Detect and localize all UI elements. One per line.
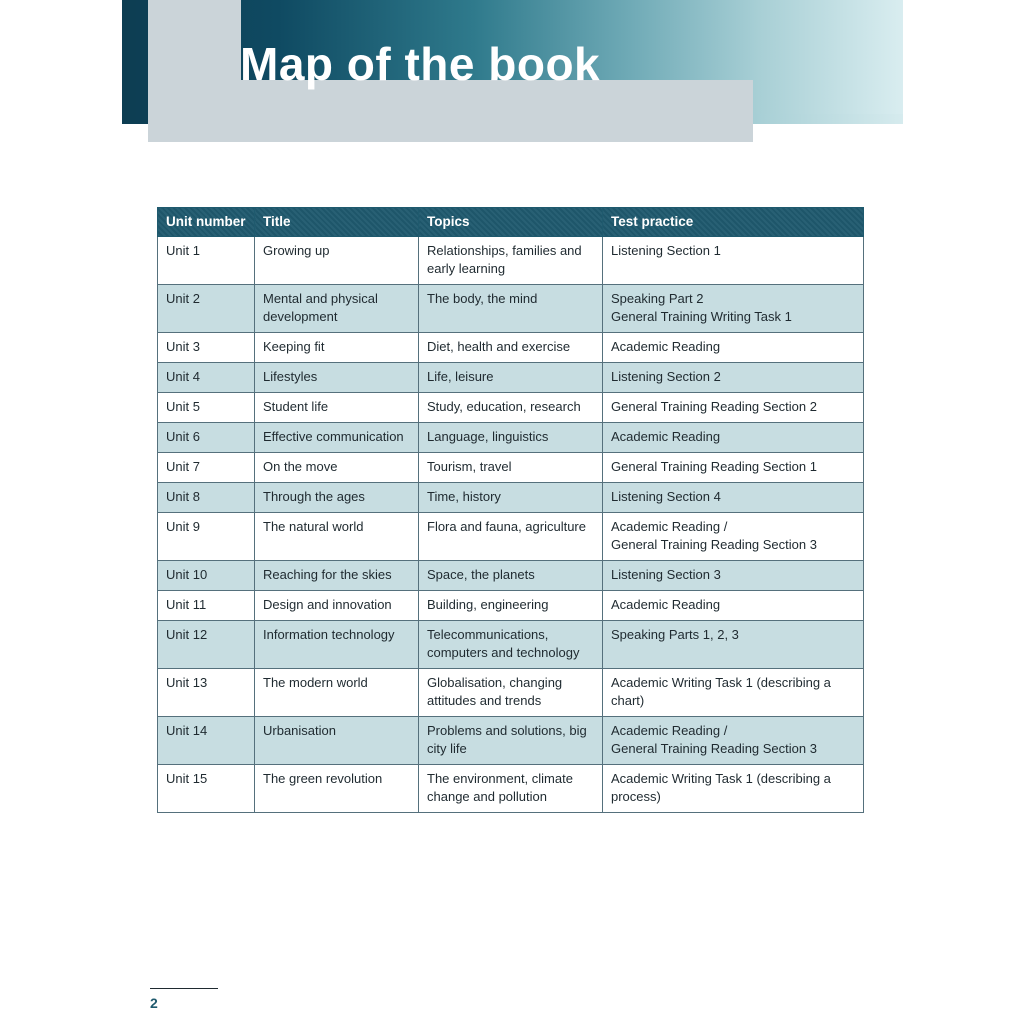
topics-cell: Relationships, families and early learning	[419, 237, 603, 285]
header-banner-light	[754, 0, 903, 114]
table-row	[158, 453, 864, 483]
title-cell: On the move	[255, 453, 419, 483]
header-unit-number: Unit number	[158, 208, 255, 237]
title-cell: The modern world	[255, 669, 419, 717]
test-practice-cell: Academic Reading	[603, 591, 864, 621]
footer-rule	[150, 988, 218, 989]
table-row	[158, 717, 864, 765]
test-practice-cell: Academic Reading / General Training Reading Section 3	[603, 513, 864, 561]
topics-cell: Diet, health and exercise	[419, 333, 603, 363]
table-row	[158, 669, 864, 717]
test-practice-cell: Listening Section 2	[603, 363, 864, 393]
title-cell: Urbanisation	[255, 717, 419, 765]
title-cell: Student life	[255, 393, 419, 423]
unit-number-cell: Unit 9	[158, 513, 255, 561]
topics-cell: Study, education, research	[419, 393, 603, 423]
title-cell: The natural world	[255, 513, 419, 561]
unit-number-cell: Unit 11	[158, 591, 255, 621]
unit-number-cell: Unit 15	[158, 765, 255, 813]
table-row	[158, 237, 864, 285]
topics-cell: Flora and fauna, agriculture	[419, 513, 603, 561]
topics-cell: Space, the planets	[419, 561, 603, 591]
unit-number-cell: Unit 13	[158, 669, 255, 717]
table-row	[158, 393, 864, 423]
table-row	[158, 483, 864, 513]
unit-number-cell: Unit 4	[158, 363, 255, 393]
unit-number-cell: Unit 6	[158, 423, 255, 453]
title-cell: Keeping fit	[255, 333, 419, 363]
title-cell: Design and innovation	[255, 591, 419, 621]
header-title: Title	[255, 208, 419, 237]
test-practice-cell: Listening Section 4	[603, 483, 864, 513]
test-practice-cell: Academic Reading	[603, 423, 864, 453]
title-cell: Information technology	[255, 621, 419, 669]
unit-number-cell: Unit 5	[158, 393, 255, 423]
test-practice-cell: Speaking Parts 1, 2, 3	[603, 621, 864, 669]
table-row	[158, 285, 864, 333]
test-practice-cell: Academic Reading	[603, 333, 864, 363]
topics-cell: Globalisation, changing attitudes and trends	[419, 669, 603, 717]
title-cell: Through the ages	[255, 483, 419, 513]
topics-cell: Building, engineering	[419, 591, 603, 621]
title-cell: Effective communication	[255, 423, 419, 453]
title-cell: The green revolution	[255, 765, 419, 813]
test-practice-cell: General Training Reading Section 2	[603, 393, 864, 423]
unit-number-cell: Unit 8	[158, 483, 255, 513]
unit-number-cell: Unit 3	[158, 333, 255, 363]
page-title: Map of the book	[240, 38, 601, 90]
test-practice-cell: Academic Writing Task 1 (describing a chart)	[603, 669, 864, 717]
unit-number-cell: Unit 7	[158, 453, 255, 483]
topics-cell: Problems and solutions, big city life	[419, 717, 603, 765]
table-row	[158, 765, 864, 813]
test-practice-cell: Academic Reading / General Training Reading Section 3	[603, 717, 864, 765]
table-row	[158, 591, 864, 621]
title-cell: Reaching for the skies	[255, 561, 419, 591]
table-row	[158, 561, 864, 591]
title-cell: Growing up	[255, 237, 419, 285]
topics-cell: The body, the mind	[419, 285, 603, 333]
unit-number-cell: Unit 1	[158, 237, 255, 285]
unit-number-cell: Unit 12	[158, 621, 255, 669]
topics-cell: Telecommunications, computers and technology	[419, 621, 603, 669]
table-row	[158, 363, 864, 393]
page-number: 2	[150, 995, 158, 1011]
test-practice-cell: Listening Section 1	[603, 237, 864, 285]
table-body	[158, 237, 864, 813]
table-row	[158, 333, 864, 363]
title-cell: Lifestyles	[255, 363, 419, 393]
test-practice-cell: General Training Reading Section 1	[603, 453, 864, 483]
topics-cell: The environment, climate change and pollution	[419, 765, 603, 813]
unit-number-cell: Unit 10	[158, 561, 255, 591]
test-practice-cell: Speaking Part 2 General Training Writing Task 1	[603, 285, 864, 333]
topics-cell: Tourism, travel	[419, 453, 603, 483]
table-row	[158, 513, 864, 561]
topics-cell: Time, history	[419, 483, 603, 513]
test-practice-cell: Listening Section 3	[603, 561, 864, 591]
table-row	[158, 621, 864, 669]
title-cell: Mental and physical development	[255, 285, 419, 333]
topics-cell: Language, linguistics	[419, 423, 603, 453]
table-row	[158, 423, 864, 453]
test-practice-cell: Academic Writing Task 1 (describing a process)	[603, 765, 864, 813]
topics-cell: Life, leisure	[419, 363, 603, 393]
unit-number-cell: Unit 2	[158, 285, 255, 333]
table-header-row	[158, 208, 864, 237]
map-of-book-table	[157, 207, 864, 813]
header-topics: Topics	[419, 208, 603, 237]
unit-number-cell: Unit 14	[158, 717, 255, 765]
header-test-practice: Test practice	[603, 208, 864, 237]
